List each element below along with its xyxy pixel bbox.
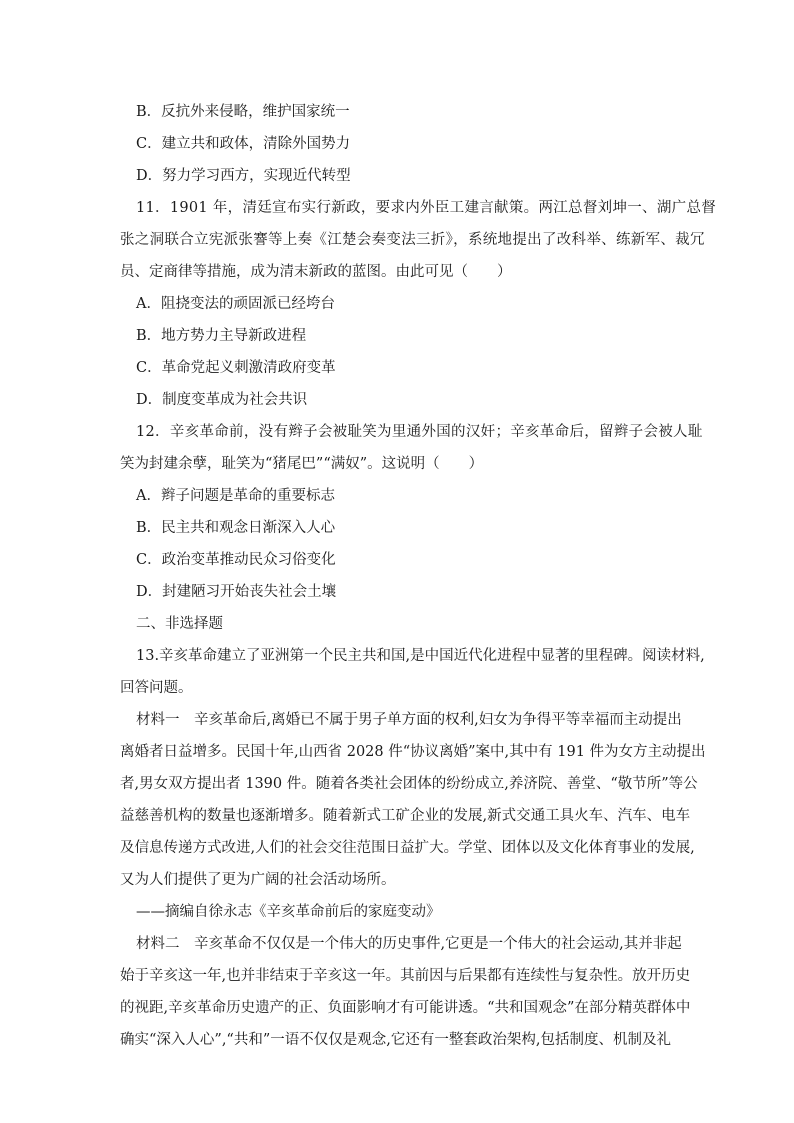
material1-source: ——摘编自徐永志《辛亥革命前后的家庭变动》: [136, 904, 441, 920]
q13-stem-line-2: 回答问题。: [120, 680, 193, 696]
q13-stem-line-1: 13.辛亥革命建立了亚洲第一个民主共和国,是中国近代化进程中显著的里程碑。阅读材料,: [136, 648, 705, 664]
q12-stem-line-1: 12．辛亥革命前，没有辫子会被耻笑为里通外国的汉奸；辛亥革命后，留辫子会被人耻: [136, 424, 703, 440]
q12-option-c: C．政治变革推动民众习俗变化: [136, 552, 336, 568]
q12-option-b: B．民主共和观念日渐深入人心: [136, 520, 336, 536]
material1-line-3: 者,男女双方提出者 1390 件。随着各类社会团体的纷纷成立,养济院、善堂、“敬节所”等公: [120, 776, 698, 792]
material1-line-5: 及信息传递方式改进,人们的社会交往范围日益扩大。学堂、团体以及文化体育事业的发展,: [120, 840, 695, 856]
material1-line-6: 又为人们提供了更为广阔的社会活动场所。: [120, 872, 396, 888]
q11-stem-line-3: 员、定商律等措施，成为清末新政的蓝图。由此可见（ ）: [120, 264, 512, 280]
q12-option-a: A．辫子问题是革命的重要标志: [136, 488, 335, 504]
q12-stem-line-2: 笑为封建余孽，耻笑为“猪尾巴”“满奴”。这说明（ ）: [120, 456, 484, 472]
q11-stem-line-2: 张之洞联合立宪派张謇等上奏《江楚会奏变法三折》，系统地提出了改科举、练新军、裁冗: [120, 232, 705, 248]
material2-line-3: 的视距,辛亥革命历史遗产的正、负面影响才有可能讲透。“共和国观念”在部分精英群体中: [120, 1000, 691, 1016]
material2-line-1: 材料二 辛亥革命不仅仅是一个伟大的历史事件,它更是一个伟大的社会运动,其并非起: [136, 936, 682, 952]
material1-line-1: 材料一 辛亥革命后,离婚已不属于男子单方面的权利,妇女为争得平等幸福而主动提出: [136, 712, 682, 728]
q11-option-d: D．制度变革成为社会共识: [136, 392, 308, 408]
material2-line-2: 始于辛亥这一年,也并非结束于辛亥这一年。其前因与后果都有连续性与复杂性。放开历史: [120, 968, 691, 984]
q11-option-c: C．革命党起义刺激清政府变革: [136, 360, 336, 376]
q10-option-b: B．反抗外来侵略，维护国家统一: [136, 104, 350, 120]
q12-option-d: D．封建陋习开始丧失社会土壤: [136, 584, 337, 600]
section-title: 二、非选择题: [136, 616, 223, 632]
material1-line-4: 益慈善机构的数量也逐渐增多。随着新式工矿企业的发展,新式交通工具火车、汽车、电车: [120, 808, 691, 824]
q10-option-c: C．建立共和政体，清除外国势力: [136, 136, 351, 152]
material1-line-2: 离婚者日益增多。民国十年,山西省 2028 件“协议离婚”案中,其中有 191 件为女方主动提出: [120, 744, 706, 760]
q10-option-d: D．努力学习西方，实现近代转型: [136, 168, 351, 184]
q11-stem-line-1: 11．1901 年，清廷宣布实行新政，要求内外臣工建言献策。两江总督刘坤一、湖广总督: [136, 200, 717, 216]
q11-option-b: B．地方势力主导新政进程: [136, 328, 307, 344]
q11-option-a: A．阻挠变法的顽固派已经垮台: [136, 296, 335, 312]
material2-line-4: 确实“深入人心”,“共和”一语不仅仅是观念,它还有一整套政治架构,包括制度、机制及礼: [120, 1032, 671, 1048]
